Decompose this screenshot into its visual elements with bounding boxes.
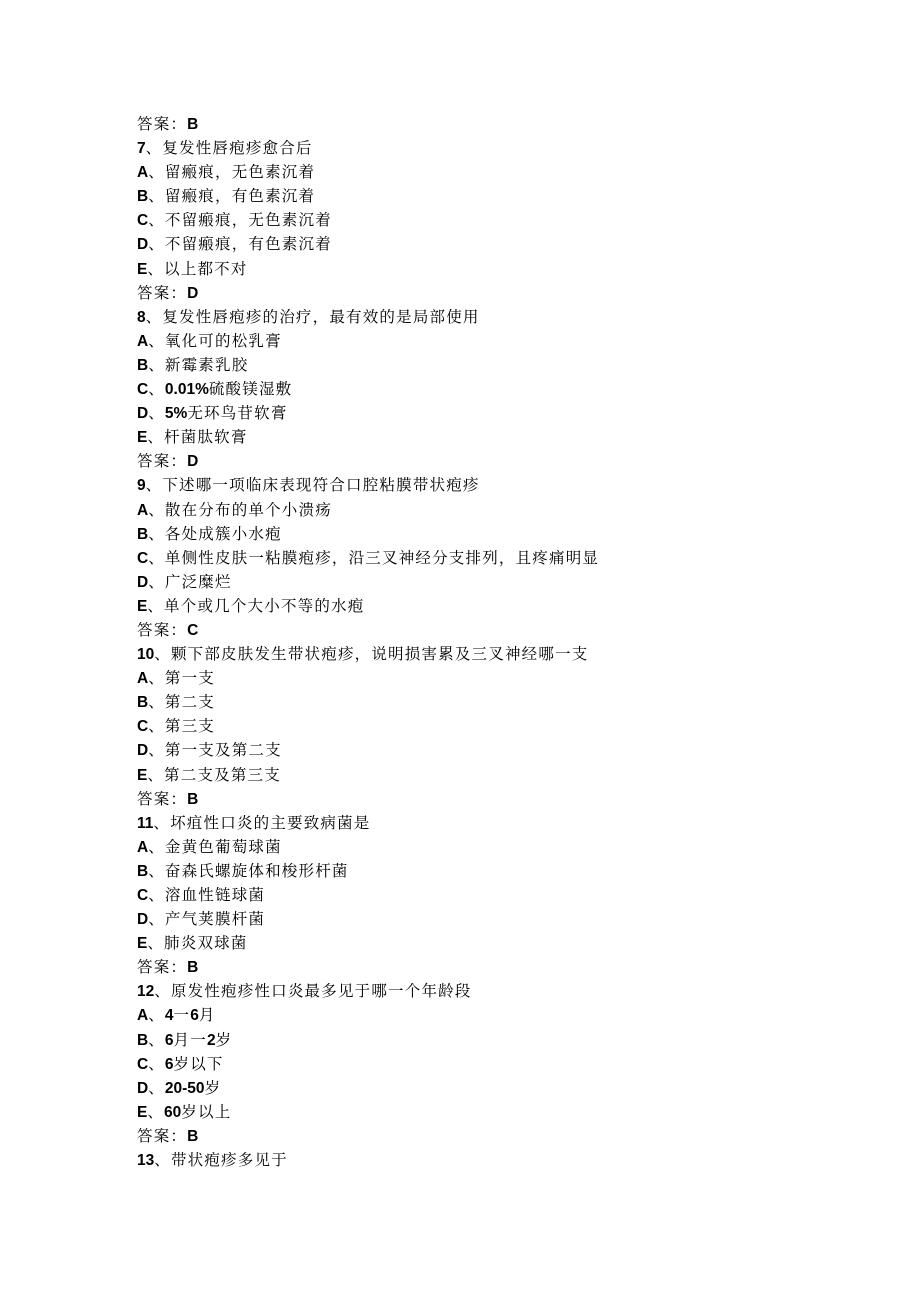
option-line: A、留瘢痕，无色素沉着: [137, 163, 316, 182]
option-line: B、奋森氏螺旋体和梭形杆菌: [137, 861, 349, 880]
option-line: E、杆菌肽软膏: [137, 428, 248, 447]
question-line: 10、颗下部皮肤发生带状疱疹，说明损害累及三叉神经哪一支: [137, 645, 589, 664]
question-line: 13、带状疱疹多见于: [137, 1151, 288, 1170]
option-line: D、不留瘢痕，有色素沉着: [137, 235, 332, 254]
option-line: C、单侧性皮肤一粘膜疱疹，沿三叉神经分支排列，且疼痛明显: [137, 548, 600, 567]
question-list: [137, 112, 877, 1172]
question-line: 7、复发性唇疱疹愈合后: [137, 139, 313, 158]
option-line: E、以上都不对: [137, 259, 248, 278]
question-line: 12、原发性疱疹性口炎最多见于哪一个年龄段: [137, 982, 472, 1001]
answer-line: 答案：B: [137, 115, 199, 133]
document-page: [137, 112, 877, 1172]
answer-line: 答案：D: [137, 452, 199, 471]
option-line: B、6月一2岁: [137, 1030, 233, 1049]
answer-line: 答案：B: [137, 789, 199, 808]
option-line: C、第三支: [137, 717, 216, 736]
option-line: D、产气荚膜杆菌: [137, 910, 266, 929]
option-line: A、金黄色葡萄球菌: [137, 837, 282, 856]
option-line: C、6岁以下: [137, 1054, 224, 1073]
question-line: 11、坏疽性口炎的主要致病菌是: [137, 813, 371, 832]
question-line: 9、下述哪一项临床表现符合口腔粘膜带状疱疹: [137, 476, 480, 495]
option-line: A、氧化可的松乳膏: [137, 331, 282, 350]
option-line: D、20-50岁: [137, 1078, 222, 1097]
option-line: C、溶血性链球菌: [137, 886, 266, 904]
option-line: A、4一6月: [137, 1006, 216, 1025]
answer-line: 答案：B: [137, 958, 199, 977]
option-line: D、5%无环鸟苷软膏: [137, 404, 288, 423]
option-line: C、不留瘢痕，无色素沉着: [137, 211, 332, 230]
option-line: B、第二支: [137, 693, 216, 712]
option-line: B、各处成簇小水疱: [137, 524, 282, 543]
answer-line: 答案：C: [137, 620, 199, 639]
option-line: E、肺炎双球菌: [137, 934, 248, 953]
option-line: A、散在分布的单个小溃疡: [137, 500, 332, 519]
option-line: D、广泛糜烂: [137, 572, 232, 591]
option-line: E、60岁以上: [137, 1102, 232, 1121]
answer-line: 答案：D: [137, 283, 199, 302]
question-line: 8、复发性唇疱疹的治疗，最有效的是局部使用: [137, 307, 480, 326]
option-line: C、0.01%硫酸镁湿敷: [137, 380, 293, 399]
answer-line: 答案：B: [137, 1126, 199, 1145]
option-line: B、新霉素乳胶: [137, 355, 249, 374]
option-line: A、第一支: [137, 669, 216, 688]
option-line: E、第二支及第三支: [137, 765, 281, 784]
option-line: E、单个或几个大小不等的水疱: [137, 596, 365, 615]
option-line: B、留瘢痕，有色素沉着: [137, 187, 316, 206]
option-line: D、第一支及第二支: [137, 741, 282, 760]
